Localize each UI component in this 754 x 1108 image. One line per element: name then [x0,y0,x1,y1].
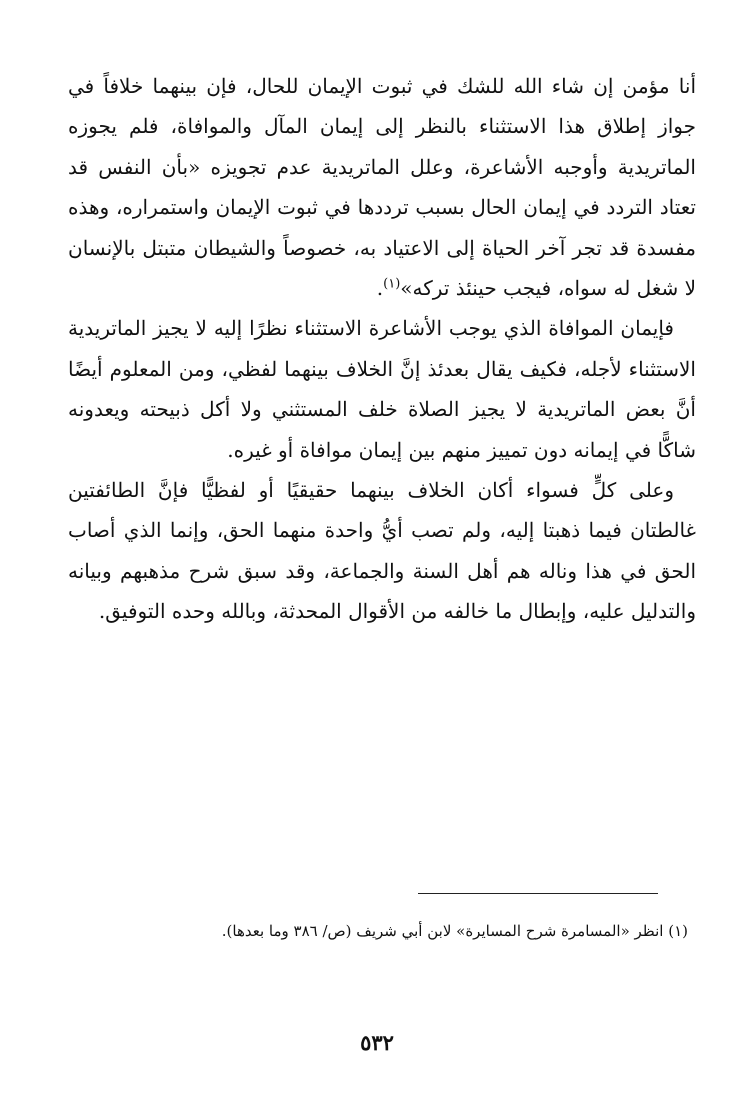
paragraph-1-text: أنا مؤمن إن شاء الله للشك في ثبوت الإيمان للحال، فإن بينهما خلافاً في جواز إطلاق هذا الاستثناء بالنظر إلى إيمان المآل والموافاة، فلم يجوزه الماتريدية وأوجبه الأشاعرة، وعلل الماتريدية عدم تجويزه «بأن النفس قد تعتاد التردد في إيمان الحال بسبب ترددها في ثبوت الإيمان واستمراره، وهذه مفسدة قد تجر آخر الحياة إلى الاعتياد به، خصوصاً والشيطان متبتل بالإنسان لا شغل له سواه، فيجب حينئذ تركه» [68,74,696,301]
paragraph-2: فإيمان الموافاة الذي يوجب الأشاعرة الاستثناء نظرًا إليه لا يجيز الماتريدية الاستثناء لأجله، فكيف يقال بعدئذ إنَّ الخلاف بينهما لفظي، ومن المعلوم أيضًا أنَّ بعض الماتريدية لا يجيز الصلاة خلف المستثني ولا أكل ذبيحته ويعدونه شاكًّا في إيمانه دون تمييز منهم بين إيمان موافاة أو غيره. [68,316,696,462]
footnote-divider [418,893,658,894]
paragraph-1-end: . [376,276,384,301]
page-number: ٥٣٢ [360,1030,394,1055]
footnote: (١) انظر «المسامرة شرح المسايرة» لابن أبي شريف (ص/ ٣٨٦ وما بعدها). [221,922,688,940]
paragraph-1 [68,66,696,308]
main-text-block [68,66,696,632]
paragraph-3: وعلى كلٍّ فسواء أكان الخلاف بينهما حقيقيًا أو لفظيًّا فإنَّ الطائفتين غالطتان فيما ذهبتا إليه، ولم تصب أيُّ واحدة منهما الحق، وإنما الذي أصاب الحق في هذا وناله هم أهل السنة والجماعة، وقد سبق شرح مذهبهم وبيانه والتدليل عليه، وإبطال ما خالفه من الأقوال المحدثة، وبالله وحده التوفيق. [68,478,696,624]
footnote-reference-1: (١) [383,276,401,292]
